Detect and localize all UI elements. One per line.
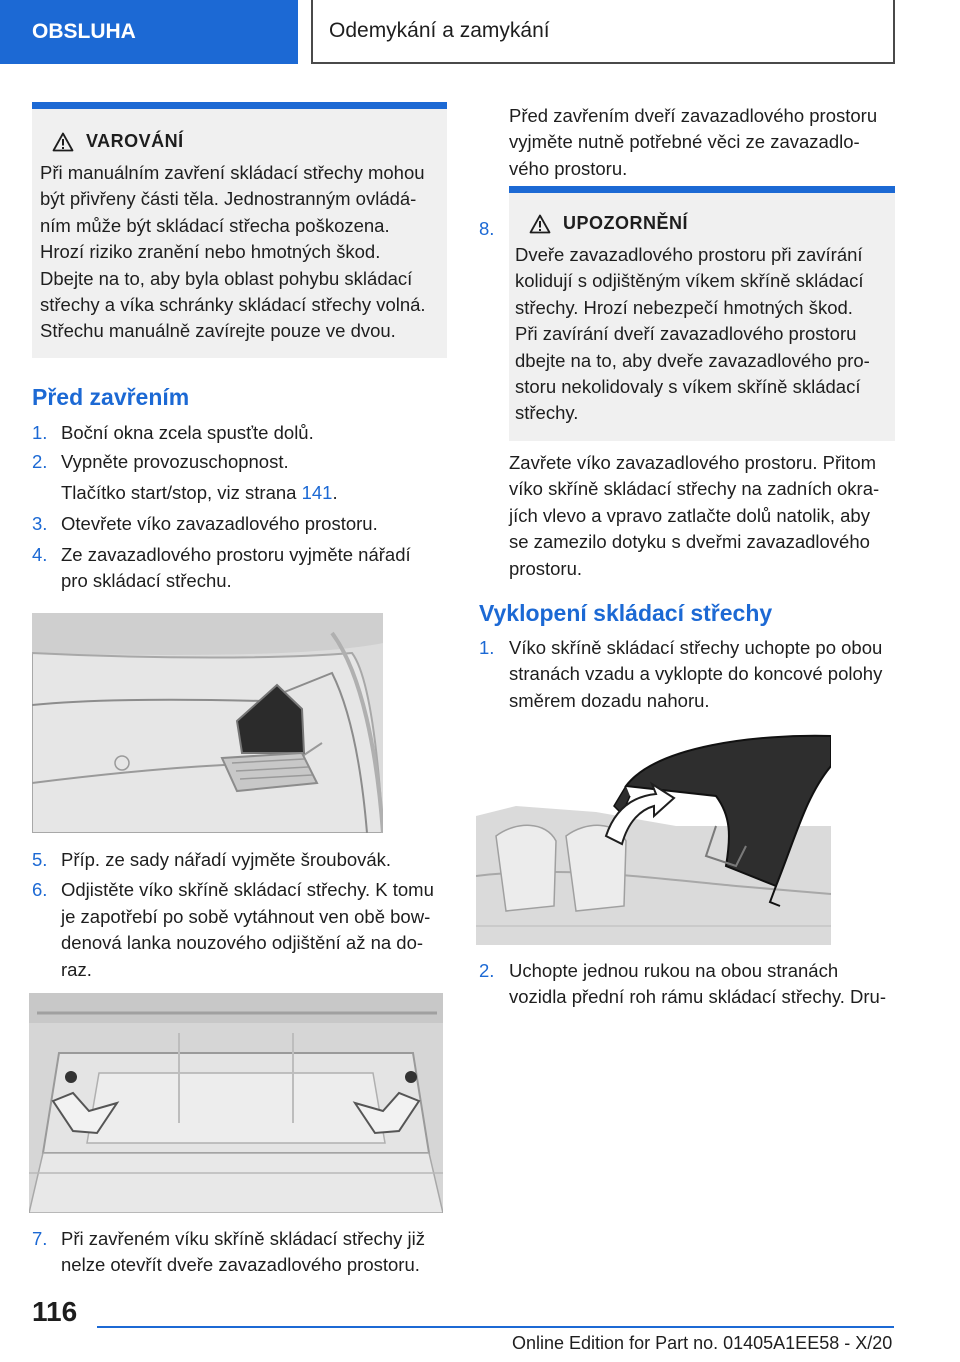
step-text: Ze zavazadlového prostoru vyjměte nářadí xyxy=(61,543,411,565)
intro-paragraph xyxy=(509,103,899,182)
section-heading-before-closing: Před zavřením xyxy=(32,384,190,410)
step-text: raz. xyxy=(61,958,92,980)
caution-heading xyxy=(529,213,885,234)
list-item xyxy=(32,1226,447,1279)
caution-title: UPOZORNĚNÍ xyxy=(563,213,689,233)
warning-line: střechy a víka schránky skládací střechy volná. xyxy=(40,294,426,316)
roof-steps-list-2 xyxy=(479,958,899,1011)
steps-list-5-6 xyxy=(32,847,447,983)
list-item xyxy=(32,511,447,537)
paragraph-line: jích vlevo a vpravo zatlačte dolů natolik, aby xyxy=(509,504,870,526)
step-number: 4. xyxy=(32,543,48,565)
step-text: Uchopte jednou rukou na obou stranách xyxy=(509,960,839,981)
warning-title: VAROVÁNÍ xyxy=(86,131,184,151)
step-note-suffix: . xyxy=(332,481,338,503)
footer-edition: Online Edition for Part no. 01405A1EE58 - X/20 xyxy=(512,1333,893,1353)
caution-box xyxy=(509,193,895,441)
step-number: 1. xyxy=(32,422,48,443)
roof-steps-list-1 xyxy=(479,635,899,714)
warning-line: ním může být skládací střecha poškozena. xyxy=(40,214,390,236)
step-text: Vypněte provozuschopnost. xyxy=(61,451,289,473)
warning-line: Dbejte na to, aby byla oblast pohybu skládací xyxy=(40,267,413,289)
caution-line: střechy. xyxy=(515,402,579,424)
caution-accent-bar xyxy=(509,186,895,193)
paragraph-line: Před zavřením dveří zavazadlového prostoru xyxy=(509,105,878,126)
caution-line: kolidují s odjištěným víkem skříně skládací xyxy=(515,270,864,292)
list-item xyxy=(32,420,447,446)
list-item xyxy=(32,847,447,873)
step-text: vozidla přední roh rámu skládací střechy. Dru‐ xyxy=(509,986,887,1008)
caution-line: Dveře zavazadlového prostoru při zavírání xyxy=(515,244,863,265)
step-number: 8. xyxy=(479,218,495,239)
paragraph-line: Zavřete víko zavazadlového prostoru. Přitom xyxy=(509,452,877,473)
warning-line: Při manuálním zavření skládací střechy mohou xyxy=(40,162,425,183)
list-item xyxy=(479,958,899,1011)
step-note-text: Tlačítko start/stop, viz strana xyxy=(61,481,302,503)
step-text: Otevřete víko zavazadlového prostoru. xyxy=(61,513,378,535)
step-text: Víko skříně skládací střechy uchopte po obou xyxy=(509,637,883,658)
step-number: 2. xyxy=(479,960,495,981)
step-note xyxy=(61,480,338,506)
header-chapter-title: Odemykání a zamykání xyxy=(311,0,895,64)
page-link[interactable]: 141 xyxy=(301,481,333,503)
trunk-illustration xyxy=(32,613,383,833)
paragraph-line: víko skříně skládací střechy na zadních okra‐ xyxy=(509,478,880,500)
step-text: je zapotřebí po sobě vytáhnout ven obě bow‐ xyxy=(61,905,431,927)
warning-triangle-icon xyxy=(52,132,74,152)
step-text: nelze otevřít dveře zavazadlového prostoru. xyxy=(61,1254,420,1276)
paragraph-line: se zamezilo dotyku s dveřmi zavazadlového xyxy=(509,531,870,553)
paragraph-line: vého prostoru. xyxy=(509,157,628,179)
paragraph-line: prostoru. xyxy=(509,557,583,579)
step-text: pro skládací střechu. xyxy=(61,570,232,592)
warning-line: Hrozí riziko zranění nebo hmotných škod. xyxy=(40,241,381,263)
step-text: Odjistěte víko skříně skládací střechy. K tomu xyxy=(61,879,434,901)
step-text: Příp. ze sady nářadí vyjměte šroubovák. xyxy=(61,849,392,870)
caution-line: dbejte na to, aby dveře zavazadlového pro‐ xyxy=(515,349,870,371)
step-number: 3. xyxy=(32,513,48,535)
list-item xyxy=(32,542,447,595)
paragraph-line: vyjměte nutně potřebné věci ze zavazadlo‐ xyxy=(509,131,860,153)
footer-rule xyxy=(97,1326,894,1328)
caution-line: střechy. Hrozí nebezpečí hmotných škod. xyxy=(515,296,853,318)
warning-line: být přivřeny části těla. Jednostranným ovládá‐ xyxy=(40,188,417,210)
list-item xyxy=(32,449,447,506)
steps-list-7 xyxy=(32,1226,447,1279)
step-text: denová lanka nouzového odjištění až na do‐ xyxy=(61,932,424,954)
step-number: 2. xyxy=(32,451,48,473)
step-number: 7. xyxy=(32,1228,48,1249)
header-section-tab: OBSLUHA xyxy=(0,0,298,64)
list-item xyxy=(32,877,447,983)
warning-line: Střechu manuálně zavírejte pouze ve dvou. xyxy=(40,320,396,342)
close-paragraph xyxy=(509,450,899,582)
caution-line: Při zavírání dveří zavazadlového prostoru xyxy=(515,323,857,345)
step-number: 6. xyxy=(32,879,48,901)
step-text: Boční okna zcela spusťte dolů. xyxy=(61,422,314,443)
warning-accent-bar xyxy=(32,102,447,109)
trunk-arrows-illustration xyxy=(29,993,443,1213)
page-number: 116 xyxy=(32,1296,78,1327)
step-text: stranách vzadu a vyklopte do koncové polohy xyxy=(509,663,883,685)
step-number: 1. xyxy=(479,637,495,658)
caution-line: storu nekolidovaly s víkem skříně skládací xyxy=(515,376,861,398)
convertible-roof-illustration xyxy=(476,726,831,945)
warning-box xyxy=(32,109,447,358)
warning-heading xyxy=(52,131,433,152)
list-item xyxy=(479,635,899,714)
section-heading-tilt-roof: Vyklopení skládací střechy xyxy=(479,600,773,626)
steps-list-1-4 xyxy=(32,420,447,594)
warning-triangle-icon xyxy=(529,214,551,234)
step-number: 5. xyxy=(32,849,48,870)
step-text: směrem dozadu nahoru. xyxy=(509,689,710,711)
step-text: Při zavřeném víku skříně skládací střechy již xyxy=(61,1228,425,1249)
